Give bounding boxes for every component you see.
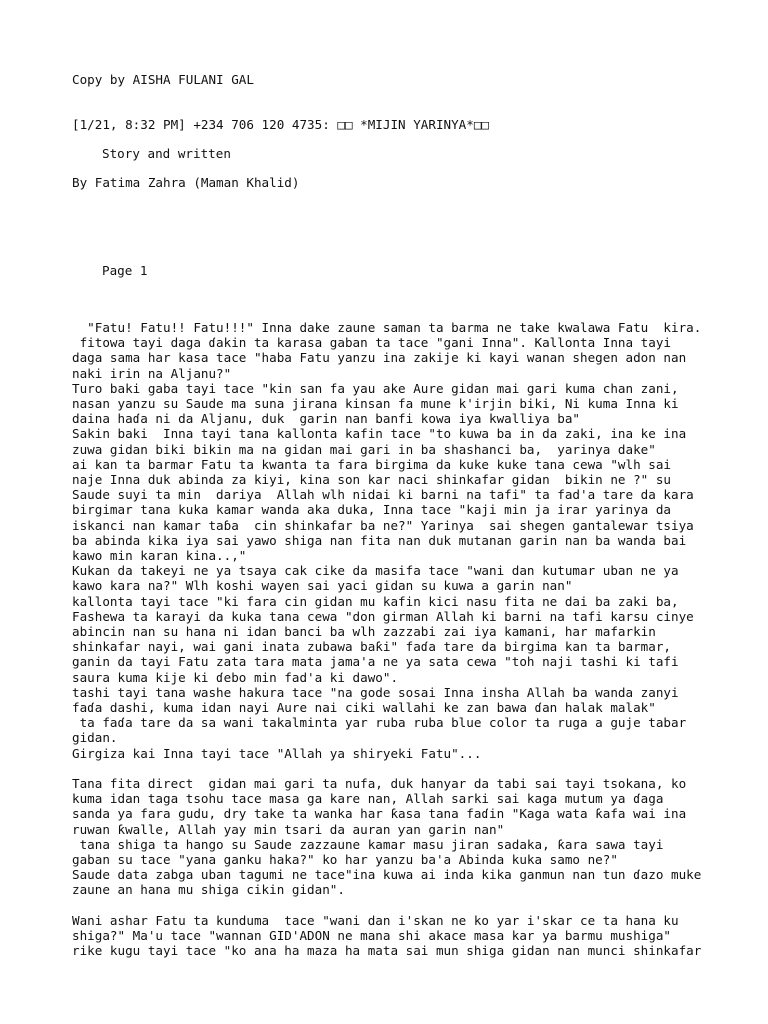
story-line: birgimar tana kuka kamar wanda aka duka, Inna tace "kaji min ja irar yarinya da bbox=[72, 502, 671, 518]
story-line: tana shiga ta hango su Saude zazzaune kamar masu jiran sadaka, ƙara sawa tayi bbox=[72, 836, 664, 852]
story-line: Kukan da takeyi ne ya tsaya cak cike da masifa tace "wani dan kutumar uban ne ya bbox=[72, 563, 679, 579]
story-line: nasan yanzu su Saude ma suna jirana kinsan fa mune k'irjin biki, Ni kuma Inna ki bbox=[72, 396, 679, 411]
story-line: gaban su tace "yana ganku haka?" ko har yanzu ba'a Abinda kuka samo ne?" bbox=[72, 852, 618, 867]
page-number: Page 1 bbox=[102, 263, 148, 278]
story-line: daina haɗa ni da Aljanu, duk garin nan banfi kowa iya kwalliya ba" bbox=[72, 411, 580, 427]
story-line: kawo min karan kina..," bbox=[72, 548, 247, 563]
story-line: naki irin na Aljanu?" bbox=[72, 365, 232, 381]
story-line: fitowa tayi daga ɗakin ta karasa gaban ta tace "gani Inna". Kallonta Inna tayi bbox=[72, 335, 671, 351]
story-line: shinkafar nayi, wai gani inata zubawa baƙi" faɗa tare da birgima kan ta barmar, bbox=[72, 639, 671, 655]
story-line: "Fatu! Fatu!! Fatu!!!" Inna dake zaune saman ta barma ne take kwalawa Fatu kira. bbox=[72, 320, 702, 335]
story-line: Turo baki gaba tayi tace "kin san fa yau ake Aure gidan mai gari kuma chan zani, bbox=[72, 380, 679, 396]
story-line: gidan. bbox=[72, 730, 118, 746]
story-line: ai kan ta barmar Fatu ta kwanta ta fara birgima da kuke kuke tana cewa "wlh sai bbox=[72, 456, 671, 472]
story-line: zaune an hana mu shiga cikin gidan". bbox=[72, 882, 345, 898]
story-line: kallonta tayi tace "ki fara cin gidan mu kafin kici nasu fita ne dai ba zaki ba, bbox=[72, 593, 679, 609]
story-line: kawo kara na?" Wlh koshi wayen sai yaci gidan su kuwa a garin nan" bbox=[72, 578, 573, 594]
story-line: Girgiza kai Inna tayi tace "Allah ya shiryeki Fatu"... bbox=[72, 745, 482, 761]
story-line: ganin da tayi Fatu zata tara mata jama'a ne ya sata cewa "toh naji tashi ki tafi bbox=[72, 654, 679, 670]
story-line: saura kuma kije ki ɗebo min fad'a ki dawo". bbox=[72, 669, 399, 685]
story-line: shiga?" Ma'u tace "wannan GID'ADON ne mana shi akace masa kar ya barmu mushiga" bbox=[72, 928, 671, 943]
story-line: abincin nan su hana ni idan banci ba wlh zazzabi zai iya kamani, har mafarkin bbox=[72, 624, 656, 639]
story-line: Saude data zabga uban tagumi ne tace"ina kuwa ai inda kika ganmun nan tun ɗazo muke bbox=[72, 867, 702, 883]
copy-credit: Copy by AISHA FULANI GAL bbox=[72, 72, 254, 87]
story-line: Sakin baki Inna tayi tana kallonta kafin tace "to kuwa ba in da zaki, ina ke ina bbox=[72, 426, 687, 442]
story-line: rike kugu tayi tace "ko ana ha maza ha mata sai mun shiga gidan nan munci shinkafar bbox=[72, 943, 702, 959]
story-caption: Story and written bbox=[102, 146, 231, 161]
story-line: faɗa dashi, kuma idan nayi Aure nai ciki wallahi ke zan bawa ɗan halak malak" bbox=[72, 700, 656, 715]
story-line: Fashewa ta karayi da kuka tana cewa "don girman Allah ki barni na tafi karsu cinye bbox=[72, 608, 694, 624]
story-line: ba abinda kika iya sai yawo shiga nan fita nan duk mutanan garin nan ba wanda bai bbox=[72, 532, 687, 548]
message-header: [1/21, 8:32 PM] +234 706 120 4735: □□ *MIJIN YARINYA*□□ bbox=[72, 117, 490, 132]
story-line: sanda ya fara gudu, dry take ta wanka har ƙasa tana faɗin "Kaga wata ƙafa wai ina bbox=[72, 806, 687, 822]
story-line: daga sama har kasa tace "haba Fatu yanzu ina zakije ki kayi wanan shegen adon nan bbox=[72, 350, 687, 366]
story-line: naje Inna duk abinda za kiyi, kina son kar naci shinkafar gidan bikin ne ?" su bbox=[72, 472, 671, 487]
story-line: zuwa gidan biki bikin ma na gidan mai gari in ba shashanci ba, yarinya dake" bbox=[72, 441, 656, 457]
story-line: kuma idan taga tsohu tace masa ga kare nan, Allah sarki sai kaga mutum ya ɗaga bbox=[72, 791, 664, 807]
story-line: ta faɗa tare da sa wani takalminta yar ruba ruba blue color ta ruga a guje tabar bbox=[72, 715, 687, 731]
story-line: Tana fita direct gidan mai gari ta nufa, duk hanyar da tabi sai tayi tsokana, ko bbox=[72, 776, 687, 791]
story-line: ruwan ƙwalle, Allah yay min tsari da auran ƴan garin nan" bbox=[72, 821, 505, 837]
author-line: By Fatima Zahra (Maman Khalid) bbox=[72, 175, 300, 190]
story-line: tashi tayi tana washe hakura tace "na gode sosai Inna insha Allah ba wanda zanyi bbox=[72, 684, 679, 700]
story-line: Wani ashar Fatu ta kunduma tace "wani dan i'skan ne ko yar i'skar ce ta hana ku bbox=[72, 912, 679, 928]
story-line: iskanci nan kamar taɓa cin shinkafar ba ne?" Yarinya sai shegen gantalewar tsiya bbox=[72, 517, 694, 533]
story-line: Saude suyi ta min dariya Allah wlh nidai ki barni na tafi" ta fad'a tare da kara bbox=[72, 487, 694, 503]
